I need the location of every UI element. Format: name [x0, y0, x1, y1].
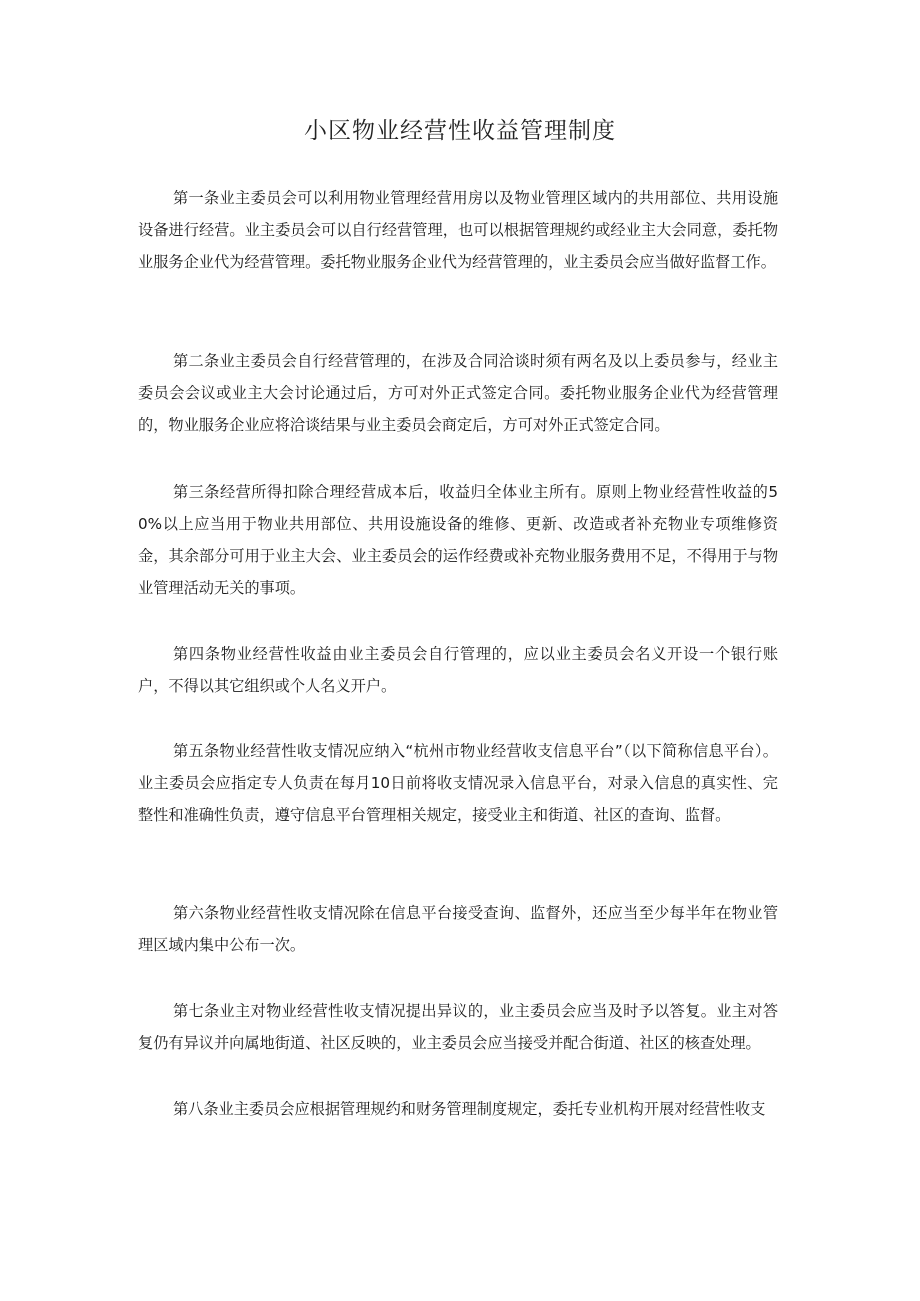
article-2: 第二条业主委员会自行经营管理的，在涉及合同洽谈时须有两名及以上委员参与，经业主委员会会议或业主大会讨论通过后，方可对外正式签定合同。委托物业服务企业代为经营管理的，物业服务企业应将洽谈结果与业主委员会商定后，方可对外正式签定合同。 [138, 352, 778, 434]
article-6: 第六条物业经营性收支情况除在信息平台接受查询、监督外，还应当至少每半年在物业管理区域内集中公布一次。 [138, 904, 778, 954]
article-8: 第八条业主委员会应根据管理规约和财务管理制度规定，委托专业机构开展对经营性收支 [172, 1100, 766, 1118]
article-1: 第一条业主委员会可以利用物业管理经营用房以及物业管理区域内的共用部位、共用设施设备进行经营。业主委员会可以自行经营管理，也可以根据管理规约或经业主大会同意，委托物业服务企业代为经营管理。委托物业服务企业代为经营管理的，业主委员会应当做好监督工作。 [138, 189, 778, 271]
article-7: 第七条业主对物业经营性收支情况提出异议的，业主委员会应当及时予以答复。业主对答复仍有异议并向属地街道、社区反映的，业主委员会应当接受并配合街道、社区的核查处理。 [138, 1002, 778, 1052]
article-4: 第四条物业经营性收益由业主委员会自行管理的，应以业主委员会名义开设一个银行账户，不得以其它组织或个人名义开户。 [138, 645, 778, 695]
document-title: 小区物业经营性收益管理制度 [304, 118, 616, 144]
article-5: 第五条物业经营性收支情况应纳入“杭州市物业经营收支信息平台”（以下简称信息平台）。业主委员会应指定专人负责在每月10日前将收支情况录入信息平台，对录入信息的真实性、完整性和准确性负责，遵守信息平台管理相关规定，接受业主和街道、社区的查询、监督。 [138, 742, 778, 824]
article-3: 第三条经营所得扣除合理经营成本后，收益归全体业主所有。原则上物业经营性收益的50%以上应当用于物业共用部位、共用设施设备的维修、更新、改造或者补充物业专项维修资金，其余部分可用于业主大会、业主委员会的运作经费或补充物业服务费用不足，不得用于与物业管理活动无关的事项。 [138, 483, 778, 597]
